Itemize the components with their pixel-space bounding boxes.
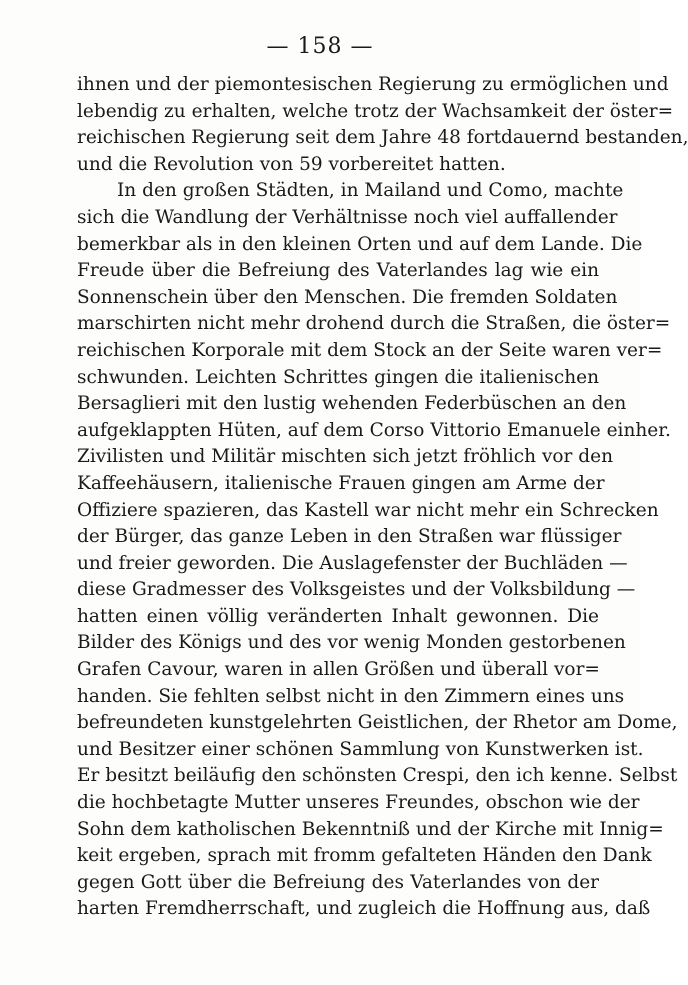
text-line: gegen Gott über die Befreiung des Vaterlandes von der	[77, 871, 599, 893]
text-line: marschirten nicht mehr drohend durch die Straßen, die öster=	[77, 313, 671, 335]
text-line: Kaffeehäusern, italienische Frauen gingen am Arme der	[77, 472, 605, 494]
text-line: die hochbetagte Mutter unseres Freundes, obschon wie der	[77, 792, 640, 814]
text-line: Freude über die Befreiung des Vaterlandes lag wie ein	[77, 260, 599, 282]
text-line: bemerkbar als in den kleinen Orten und auf dem Lande. Die	[77, 233, 643, 255]
text-line: schwunden. Leichten Schrittes gingen die italienischen	[77, 366, 599, 388]
text-line: hatten einen völlig veränderten Inhalt gewonnen. Die	[77, 605, 599, 627]
text-line: Bersaglieri mit den lustig wehenden Federbüschen an den	[77, 393, 627, 415]
page-number-header: — 158 —	[266, 34, 374, 59]
text-line: ihnen und der piemontesischen Regierung zu ermöglichen und	[77, 74, 669, 95]
text-line: harten Fremdherrschaft, und zugleich die Hoffnung aus, daß	[77, 898, 651, 920]
text-line: handen. Sie fehlten selbst nicht in den Zimmern eines uns	[77, 685, 625, 707]
text-line: Zivilisten und Militär mischten sich jetzt fröhlich vor den	[77, 446, 613, 468]
text-line: sich die Wandlung der Verhältnisse noch viel auffallender	[77, 206, 618, 228]
text-line: keit ergeben, sprach mit fromm gefalteten Händen den Dank	[77, 845, 652, 867]
text-line: der Bürger, das ganze Leben in den Straßen war flüssiger	[77, 526, 622, 548]
text-line: und Besitzer einer schönen Sammlung von Kunstwerken ist.	[77, 738, 644, 760]
text-line: Er besitzt beiläufig den schönsten Crespi, den ich kenne. Selbst	[77, 765, 678, 787]
text-line: Grafen Cavour, waren in allen Größen und überall vor=	[77, 659, 600, 681]
text-line: und freier geworden. Die Auslagefenster der Buchläden —	[77, 552, 628, 574]
text-line: reichischen Regierung seit dem Jahre 48 fortdauernd bestanden,	[77, 127, 688, 149]
text-line: reichischen Korporale mit dem Stock an der Seite waren ver=	[77, 339, 663, 361]
text-line: diese Gradmesser des Volksgeistes und der Volksbildung —	[77, 579, 636, 601]
body-text	[77, 72, 688, 923]
paragraph-first-line: In den großen Städten, in Mailand und Como, machte	[117, 180, 624, 202]
text-line: und die Revolution von 59 vorbereitet hatten.	[77, 153, 506, 175]
text-line: aufgeklappten Hüten, auf dem Corso Vittorio Emanuele einher.	[77, 419, 671, 441]
text-line: Bilder des Königs und des vor wenig Monden gestorbenen	[77, 632, 626, 654]
text-line: Offiziere spazieren, das Kastell war nicht mehr ein Schrecken	[77, 499, 659, 521]
text-line: lebendig zu erhalten, welche trotz der Wachsamkeit der öster=	[77, 100, 674, 122]
text-line: Sohn dem katholischen Bekenntniß und der Kirche mit Innig=	[77, 818, 664, 840]
text-line: befreundeten kunstgelehrten Geistlichen, der Rhetor am Dome,	[77, 712, 678, 734]
text-line: Sonnenschein über den Menschen. Die fremden Soldaten	[77, 286, 618, 308]
